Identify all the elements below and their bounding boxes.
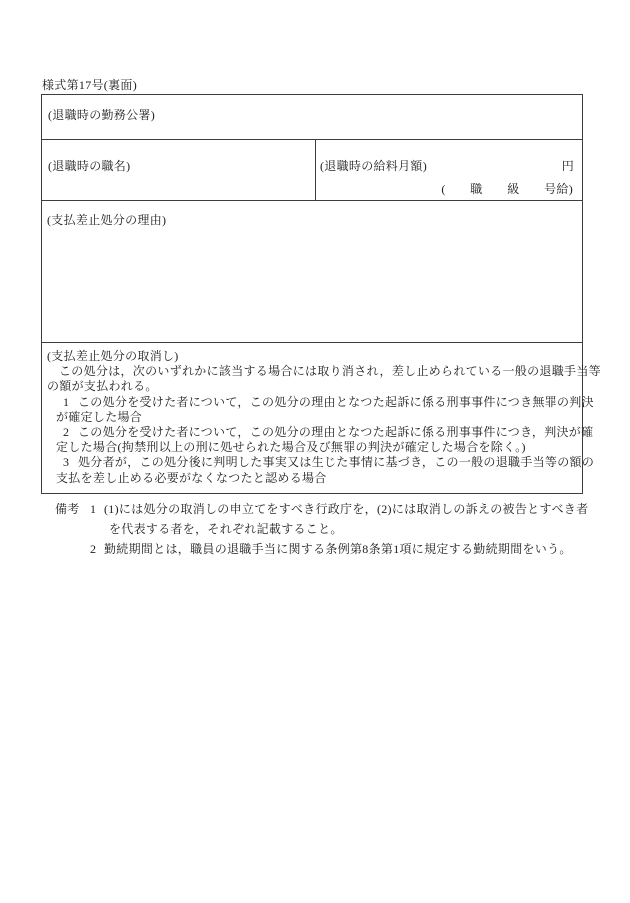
job-title-label: (退職時の職名) xyxy=(48,159,131,173)
office-box xyxy=(42,95,582,139)
cancellation-intro-line2: の額が支払われる。 xyxy=(47,379,158,394)
jobtitle-salary-row xyxy=(42,139,582,200)
cancellation-item-1-line1 xyxy=(47,394,594,410)
item-text: 処分者が，この処分後に判明した事実又は生じた事情に基づき，この一般の退職手当等の額の xyxy=(78,455,595,470)
cancellation-label: (支払差止処分の取消し) xyxy=(47,349,179,363)
cancellation-item-3-line2: 支払を差し止める必要がなくなつたと認める場合 xyxy=(56,470,327,485)
remarks-item-1 xyxy=(41,499,589,539)
remarks-item-number: 2 xyxy=(90,542,97,556)
page-title: 様式第17号(裏面) xyxy=(42,78,137,92)
salary-unit: 円 xyxy=(561,159,574,173)
cancellation-intro-line1: この処分は，次のいずれかに該当する場合には取り消され，差し止められている一般の退職手当等 xyxy=(59,364,601,379)
salary-grade-line: ( 職 級 号給) xyxy=(441,182,573,196)
item-number: 2 xyxy=(63,425,70,440)
cancellation-box xyxy=(42,342,601,493)
reason-label: (支払差止処分の理由) xyxy=(47,213,167,227)
remarks-label: 備考 xyxy=(55,502,80,516)
remarks-item-2-line1: 勤続期間とは，職員の退職手当に関する条例第8条第1項に規定する勤続期間をいう。 xyxy=(104,542,572,556)
cancellation-item-1-line2: が確定した場合 xyxy=(56,409,143,424)
remarks-item-1-line1: (1)には処分の取消しの申立てをすべき行政庁を，(2)には取消しの訴えの被告とすべき者 xyxy=(104,502,589,516)
remarks-item-number: 1 xyxy=(90,502,97,516)
salary-label: (退職時の給料月額) xyxy=(320,159,427,173)
job-title-cell xyxy=(42,140,316,200)
office-label: (退職時の勤務公署) xyxy=(48,108,155,122)
item-text: この処分を受けた者について，この処分の理由となつた起訴に係る刑事事件につき無罪の判決 xyxy=(78,394,594,409)
remarks xyxy=(41,499,589,559)
remarks-item-2 xyxy=(41,539,586,559)
item-text: この処分を受けた者について，この処分の理由となつた起訴に係る刑事事件につき，判決が確 xyxy=(78,425,594,440)
cancellation-item-2-line1 xyxy=(47,425,594,440)
item-number: 3 xyxy=(63,455,70,470)
form-table xyxy=(41,94,601,494)
remarks-item-1-line2: を代表する者を，それぞれ記載すること。 xyxy=(109,522,343,536)
item-number: 1 xyxy=(63,394,70,409)
cancellation-item-3-line1 xyxy=(47,455,595,470)
salary-cell xyxy=(316,140,582,200)
reason-box xyxy=(42,200,582,342)
cancellation-item-2-line2: 定した場合(拘禁刑以上の刑に処せられた場合及び無罪の判決が確定した場合を除く。) xyxy=(56,440,526,455)
